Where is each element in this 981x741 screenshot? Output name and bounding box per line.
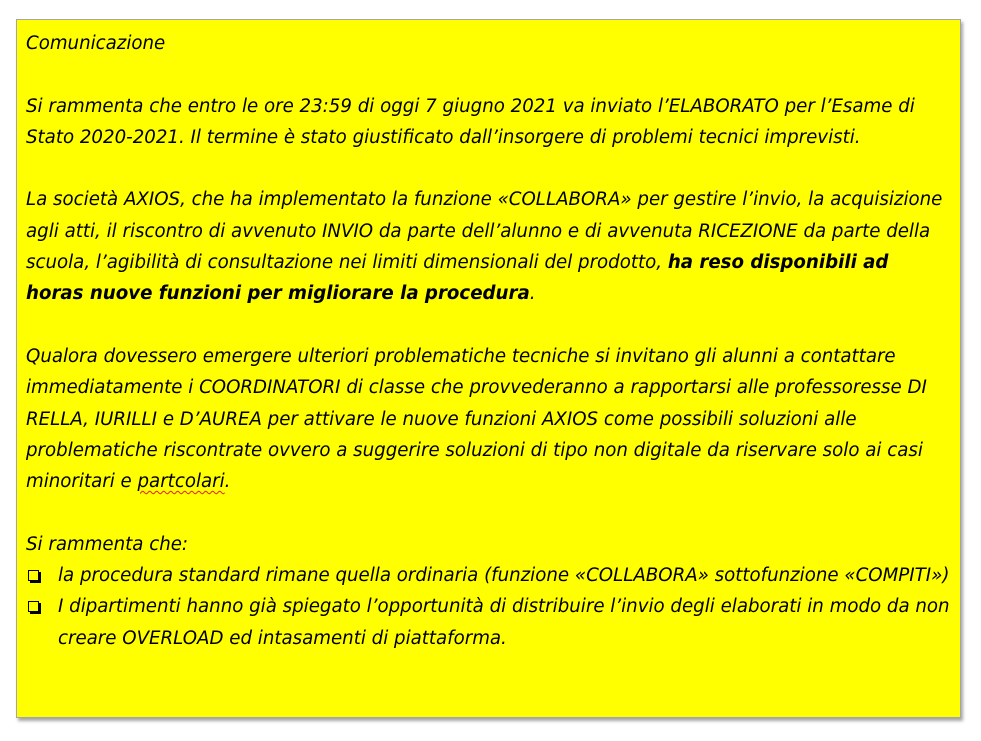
paragraph-deadline: Si rammenta che entro le ore 23:59 di oggi 7 giugno 2021 va inviato l’ELABORATO per l’Esame di Stato 2020-2021. Il termine è stato giustificato dall’insorgere di problemi tecnici imprevisti. (26, 95, 915, 148)
paragraph-axios-text: La società AXIOS, che ha implementato la funzione «COLLABORA» per gestire l’invio, la acquisizione agli atti, il riscontro di avvenuto INVIO da parte dell’alunno e di avvenuta RICEZIONE da parte della scuola, l’agibilità di consultazione nei limiti dimensionali del prodotto, (26, 189, 943, 274)
misspelled-word[interactable]: partcolari (137, 471, 225, 493)
notice-title: Comunicazione (26, 33, 166, 54)
list-item-text: la procedura standard rimane quella ordinaria (funzione «COLLABORA» sottofunzione «COMPITI») (58, 565, 950, 587)
paragraph-problems-end: . (224, 471, 231, 493)
list-item (26, 560, 952, 591)
spacer (26, 497, 952, 528)
spacer (26, 310, 952, 341)
paragraph-problems-text: Qualora dovessero emergere ulteriori problematiche tecniche si invitano gli alunni a contattare immediatamente i COORDINATORI di classe che provvederanno a rapportarsi alle professoresse DI RELLA, IURILLI e D’AUREA per attivare le nuove funzioni AXIOS come possibili soluzioni alle problematiche riscontrate ovvero a suggerire soluzioni di tipo non digitale da riservare solo ai casi minoritari e (26, 345, 927, 493)
spacer (26, 59, 952, 90)
list-item (26, 591, 952, 654)
spacer (26, 153, 952, 184)
reminder-list (26, 560, 952, 654)
paragraph-problems (26, 341, 952, 497)
reminder-heading: Si rammenta che: (26, 533, 189, 555)
list-item-text: I dipartimenti hanno già spiegato l’opportunità di distribuire l’invio degli elaborati in modo da non creare OVERLOAD ed intasamenti di piattaforma. (58, 596, 950, 649)
notice-box (16, 19, 961, 718)
paragraph-axios (26, 184, 952, 309)
paragraph-axios-emphasis: ha reso disponibili ad horas nuove funzioni per migliorare la procedura (26, 252, 889, 305)
checkbox-bullet-icon (28, 601, 39, 612)
checkbox-bullet-icon (28, 570, 39, 581)
paragraph-axios-end: . (529, 283, 536, 305)
